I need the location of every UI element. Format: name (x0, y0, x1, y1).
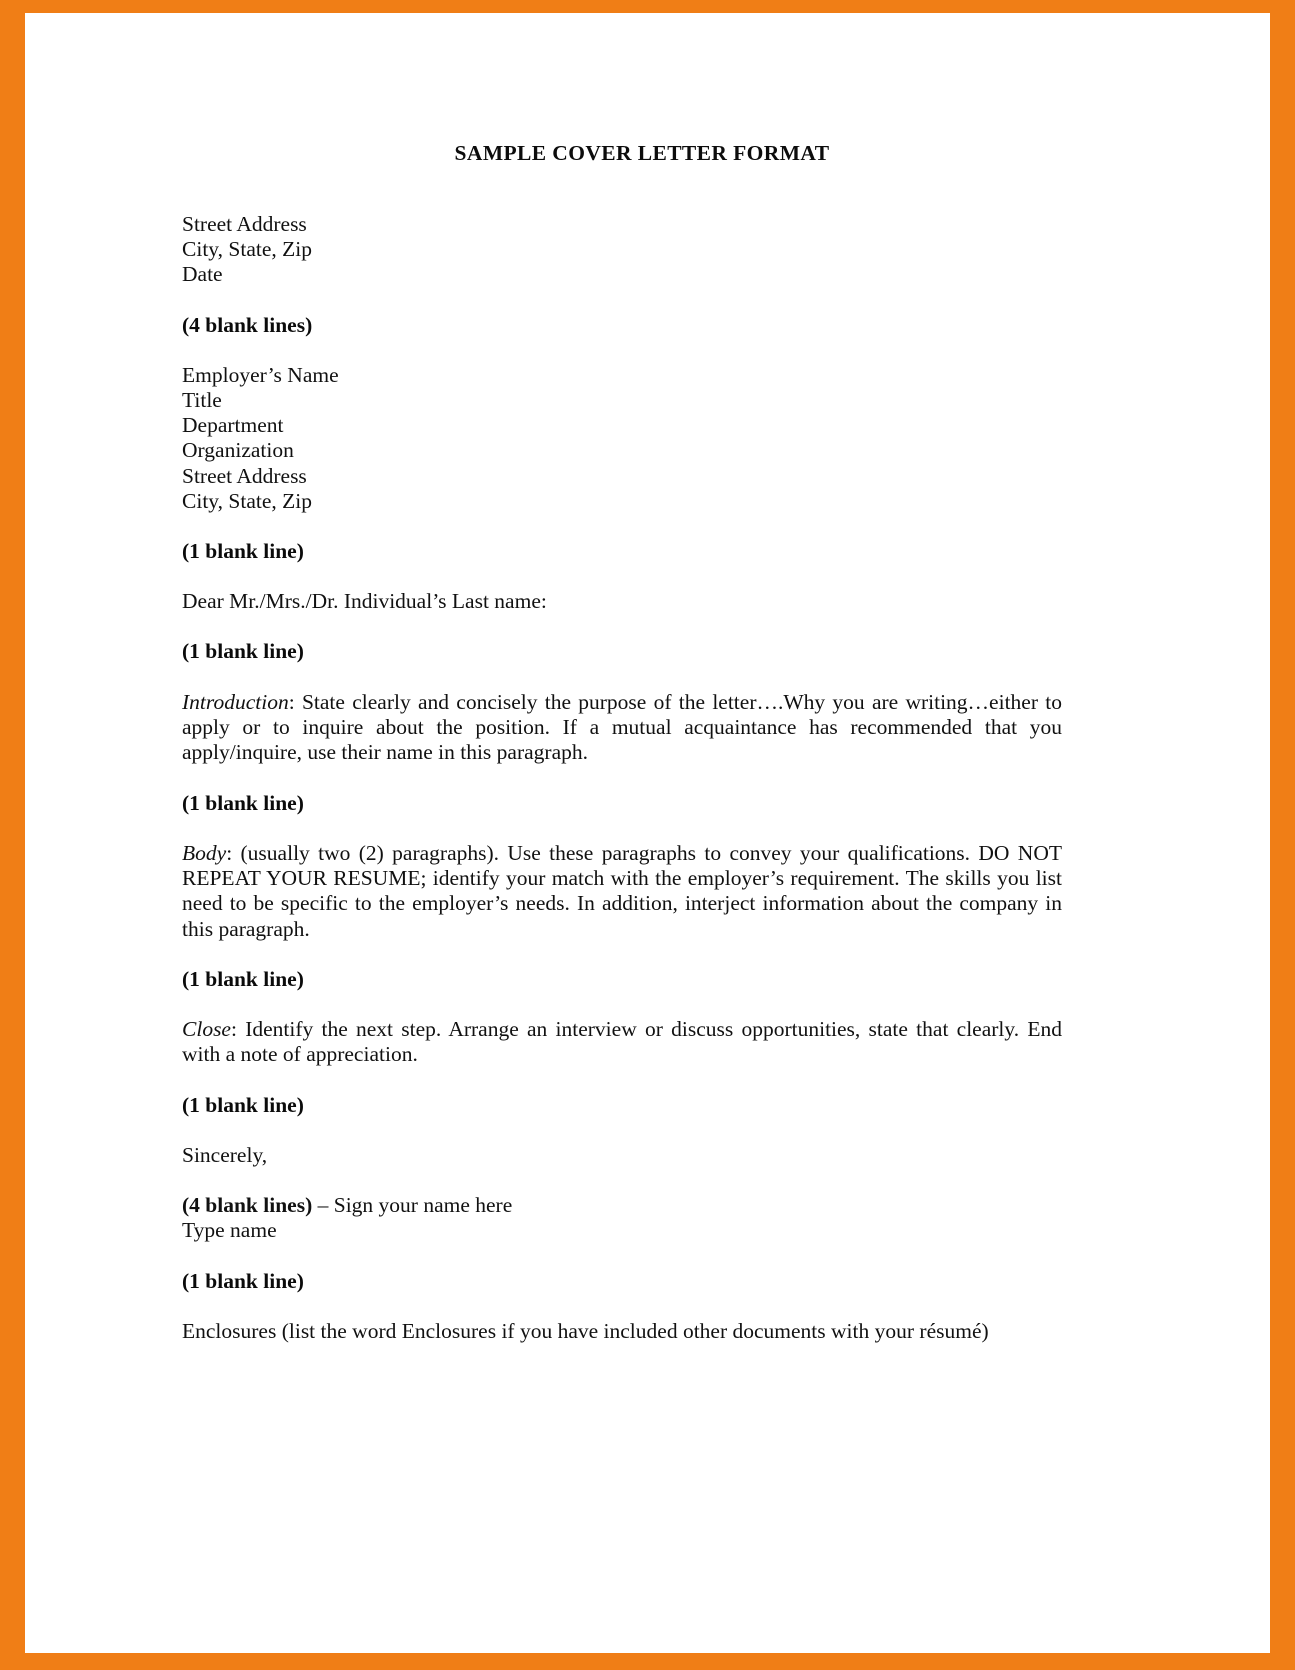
spacer (182, 614, 1062, 639)
marker-one-blank-line-before-salutation: (1 blank line) (182, 539, 304, 564)
sender-street-address: Street Address (182, 212, 307, 236)
spacer (182, 514, 1062, 539)
marker-one-blank-line-before-sincerely: (1 blank line) (182, 1092, 304, 1117)
sender-address-block (182, 212, 1062, 288)
spacer (182, 665, 1062, 690)
sender-date: Date (182, 262, 223, 287)
marker-one-blank-line-before-close: (1 blank line) (182, 966, 304, 991)
marker-one-blank-line-before-enclosures: (1 blank line) (182, 1268, 304, 1293)
document-page (25, 13, 1270, 1653)
spacer (182, 992, 1062, 1017)
spacer (182, 1294, 1062, 1319)
recipient-street-address: Street Address (182, 463, 307, 488)
spacer (182, 338, 1062, 363)
recipient-department: Department (182, 413, 284, 438)
marker-one-blank-line-before-introduction: (1 blank line) (182, 639, 304, 664)
spacer (182, 1244, 1062, 1269)
body-text: (usually two (2) paragraphs). Use these paragraphs to convey your qualifications. DO NOT REPEAT YOUR RESUME; identify your match with the employer’s requirement. The skills you list need to be specific to the employer’s needs. In addition, interject information about the company in this paragraph. (182, 840, 1062, 941)
spacer (182, 816, 1062, 841)
body-colon: : (226, 840, 233, 865)
spacer (182, 1068, 1062, 1093)
close-colon: : (230, 1017, 237, 1042)
spacer (182, 564, 1062, 589)
spacer (182, 766, 1062, 791)
type-name-line: Type name (182, 1218, 277, 1243)
body-paragraph (182, 841, 1062, 942)
sender-city-state-zip: City, State, Zip (182, 237, 312, 262)
closing-salutation: Sincerely, (182, 1142, 268, 1167)
marker-four-blank-lines-signature: (4 blank lines) (182, 1193, 313, 1218)
close-paragraph (182, 1017, 1062, 1068)
salutation: Dear Mr./Mrs./Dr. Individual’s Last name: (182, 589, 547, 614)
marker-one-blank-line-before-body: (1 blank line) (182, 790, 304, 815)
recipient-title: Title (182, 388, 222, 413)
signature-instruction-text: – Sign your name here (312, 1193, 513, 1218)
document-content (182, 141, 1062, 1344)
introduction-paragraph (182, 690, 1062, 766)
spacer (182, 1118, 1062, 1143)
marker-four-blank-lines-top: (4 blank lines) (182, 312, 313, 337)
recipient-address-block (182, 363, 1062, 514)
spacer (182, 288, 1062, 313)
introduction-colon: : (288, 689, 295, 714)
spacer (182, 1168, 1062, 1193)
signature-instruction-line (182, 1193, 1062, 1218)
enclosures-line: Enclosures (list the word Enclosures if you have included other documents with your résumé) (182, 1318, 989, 1343)
close-label: Close (182, 1017, 231, 1042)
recipient-city-state-zip: City, State, Zip (182, 488, 312, 513)
page-title: SAMPLE COVER LETTER FORMAT (454, 141, 830, 165)
recipient-organization: Organization (182, 438, 294, 463)
introduction-label: Introduction (182, 689, 289, 714)
recipient-employer-name: Employer’s Name (182, 362, 339, 387)
body-label: Body (182, 840, 227, 865)
spacer (182, 942, 1062, 967)
close-text: Identify the next step. Arrange an interview or discuss opportunities, state that clearly. End with a note of appreciation. (182, 1017, 1062, 1067)
introduction-text: State clearly and concisely the purpose of the letter….Why you are writing…either to apply or to inquire about the position. If a mutual acquaintance has recommended that you apply/inquire, use their name in this paragraph. (182, 689, 1062, 765)
